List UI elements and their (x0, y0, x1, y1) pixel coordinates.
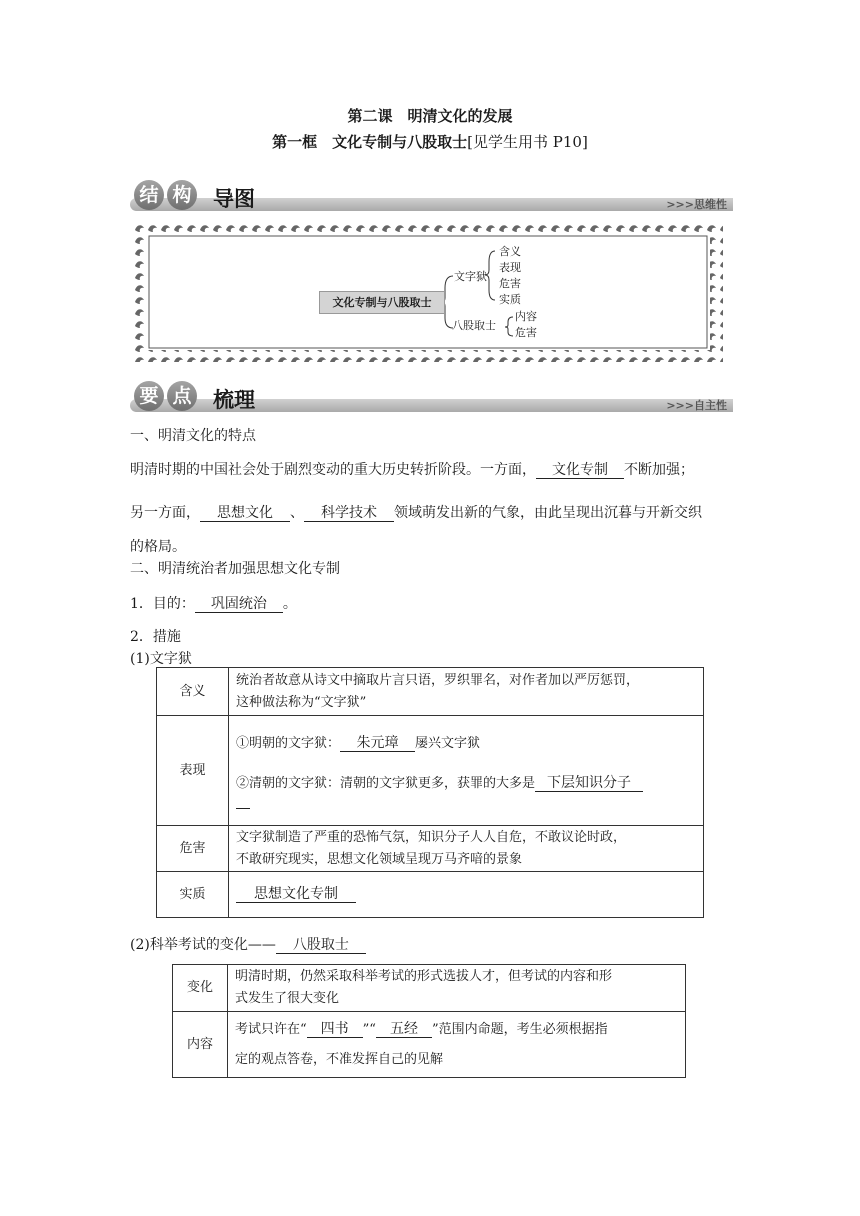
text: 另一方面， (130, 505, 200, 521)
section-title (0, 131, 860, 152)
row-content (229, 872, 704, 918)
answer-blank: 巩固统治 (195, 596, 283, 613)
concept-map-leaf: 含义 (499, 245, 521, 258)
paragraph-line (130, 459, 694, 479)
literary-inquisition-table (156, 667, 704, 918)
row-content (228, 1012, 686, 1078)
text-line (235, 1019, 678, 1041)
text: 。 (282, 596, 297, 612)
paragraph-line: 的格局。 (130, 539, 186, 555)
answer-blank: 朱元璋 (340, 735, 415, 752)
item-measures: 2．措施 (130, 629, 181, 645)
concept-map-branch: 八股取士 (452, 319, 496, 332)
text-line (236, 773, 696, 795)
text: ”范围内命题，考生必须根据指 (431, 1021, 608, 1037)
row-content (229, 716, 704, 826)
row-head: 含义 (157, 668, 229, 716)
section-ref: [见学生用书 P10] (467, 133, 588, 151)
banner-badge: 要 (134, 381, 164, 411)
concept-map-leaf: 危害 (499, 277, 521, 290)
banner-title: 导图 (213, 187, 255, 211)
answer-blank: 下层知识分子 (535, 775, 643, 792)
concept-map-leaf: 内容 (515, 310, 537, 323)
banner-badge: 构 (167, 180, 197, 210)
text: 考试只许在“ (235, 1021, 307, 1037)
text: ”“ (362, 1021, 376, 1037)
banner-tag: >>>自主性 (666, 399, 727, 412)
key-points-banner (130, 381, 733, 415)
answer-blank: 思想文化专制 (236, 886, 356, 903)
row-head: 变化 (173, 965, 228, 1012)
text: 不断加强； (624, 462, 694, 478)
row-head: 实质 (157, 872, 229, 918)
blank-underline (236, 798, 250, 809)
sub-heading: (1)文字狱 (130, 651, 192, 667)
answer-blank: 科学技术 (304, 505, 394, 522)
answer-blank: 五经 (376, 1021, 432, 1038)
paragraph-line (130, 502, 702, 522)
text: 定的观点答卷，不准发挥自己的见解 (235, 1051, 444, 1067)
section-title-text: 第一框 文化专制与八股取士 (272, 133, 468, 151)
banner-title: 梳理 (213, 388, 255, 412)
text: (2)科举考试的变化—— (130, 937, 276, 953)
text: 明清时期的中国社会处于剧烈变动的重大历史转折阶段。一方面， (130, 462, 536, 478)
text: 、 (290, 505, 304, 521)
row-content (229, 826, 704, 872)
concept-map-root: 文化专制与八股取士 (319, 291, 445, 314)
concept-map-branch: 文字狱 (454, 270, 487, 283)
text: 这种做法称为“文字狱” (236, 694, 367, 710)
row-head: 表现 (157, 716, 229, 826)
heading-1: 一、明清文化的特点 (130, 428, 256, 444)
concept-map (133, 222, 723, 362)
banner-badge: 结 (134, 180, 164, 210)
text: 不敢研究现实，思想文化领域呈现万马齐喑的景象 (236, 851, 523, 867)
text: 领域萌发出新的气象，由此呈现出沉暮与开新交织 (394, 505, 702, 521)
text: ①明朝的文字狱： (236, 735, 341, 751)
row-head: 内容 (173, 1012, 228, 1078)
text: 文字狱制造了严重的恐怖气氛，知识分子人人自危，不敢议论时政， (236, 829, 627, 845)
banner-badge: 点 (167, 381, 197, 411)
exam-change-table (172, 964, 686, 1078)
text: ②清朝的文字狱：清朝的文字狱更多，获罪的大多是 (236, 775, 536, 791)
text-line (236, 733, 696, 755)
answer-blank: 四书 (307, 1021, 363, 1038)
sub-heading (130, 934, 366, 954)
item-purpose (130, 593, 297, 613)
text: 明清时期，仍然采取科举考试的形式选拔人才，但考试的内容和形 (235, 969, 613, 984)
lesson-title: 第二课 明清文化的发展 (347, 107, 513, 125)
row-content (228, 965, 686, 1012)
answer-blank: 思想文化 (200, 505, 290, 522)
answer-blank: 文化专制 (536, 462, 624, 479)
text: 统治者故意从诗文中摘取片言只语，罗织罪名，对作者加以严厉惩罚， (236, 672, 640, 688)
text: 1．目的： (130, 596, 195, 612)
concept-map-leaf: 表现 (499, 261, 521, 274)
structure-map-banner (130, 180, 733, 214)
blank-tail (236, 795, 696, 809)
row-content (229, 668, 704, 716)
answer-blank: 八股取士 (276, 937, 366, 954)
text: 屡兴文字狱 (415, 735, 481, 751)
text: 式发生了很大变化 (235, 991, 340, 1006)
concept-map-leaf: 实质 (499, 293, 521, 306)
banner-tag: >>>思维性 (666, 198, 727, 211)
concept-map-leaf: 危害 (515, 326, 537, 339)
heading-2: 二、明清统治者加强思想文化专制 (130, 561, 340, 577)
row-head: 危害 (157, 826, 229, 872)
